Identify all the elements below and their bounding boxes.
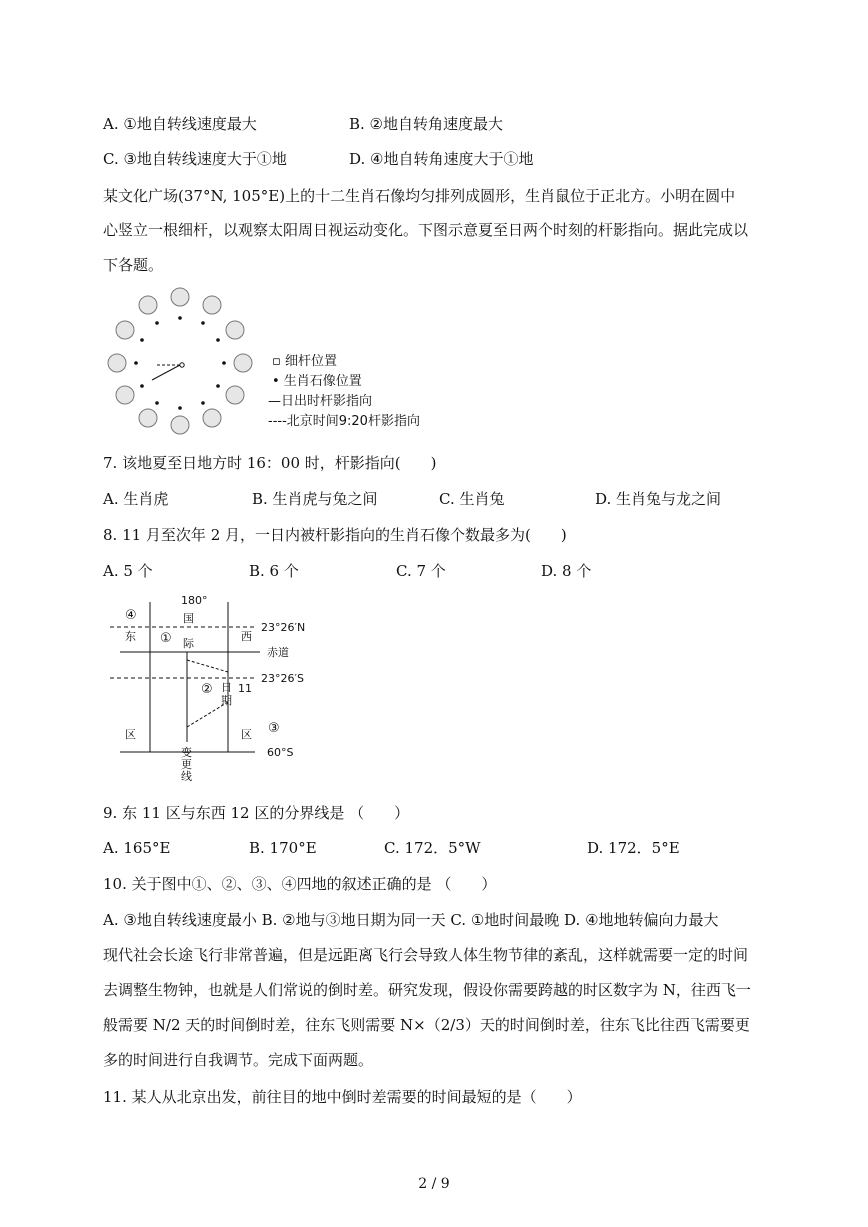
passage1-line-2: 心竖立一根细杆，以观察太阳周日视运动变化。下图示意夏至日两个时刻的杆影指向。据此完成以	[103, 221, 749, 239]
q6-option-b: B. ②地自转角速度最大	[349, 115, 504, 133]
zodiac-animals	[108, 288, 252, 434]
rod-marker	[180, 363, 184, 367]
marker-1: ①	[160, 631, 172, 646]
page-number: 2 / 9	[418, 1176, 450, 1192]
marker-3: ③	[268, 721, 280, 736]
label-guo: 国	[183, 612, 194, 625]
q6-option-d: D. ④地自转角速度大于①地	[349, 150, 534, 168]
q8-option-b: B. 6 个	[249, 562, 299, 580]
label-equator: 赤道	[267, 646, 289, 659]
q7-option-b: B. 生肖虎与兔之间	[252, 490, 378, 508]
q9-option-b: B. 170°E	[249, 839, 317, 857]
q7-option-c: C. 生肖兔	[439, 490, 505, 508]
q7-option-a: A. 生肖虎	[103, 490, 169, 508]
legend-sunrise: —日出时杆影指向	[268, 394, 373, 409]
q7-option-d: D. 生肖兔与龙之间	[595, 490, 722, 508]
legend-statue: • 生肖石像位置	[272, 374, 362, 389]
label-qi: 期	[221, 694, 232, 707]
legend-920: ----北京时间9:20杆影指向	[268, 414, 420, 429]
q10-stem: 10. 关于图中①、②、③、④四地的叙述正确的是 （ ）	[103, 875, 497, 893]
passage2-line-3: 般需要 N/2 天的时间倒时差，往东飞则需要 N×（2/3）天的时间倒时差，往东飞比往西飞需要更	[103, 1016, 750, 1034]
q9-option-a: A. 165°E	[103, 839, 171, 857]
q8-option-a: A. 5 个	[103, 562, 153, 580]
q8-option-c: C. 7 个	[396, 562, 446, 580]
label-lat-n: 23°26′N	[261, 621, 306, 634]
passage2-line-2: 去调整生物钟，也就是人们常说的倒时差。研究发现，假设你需要跨越的时区数字为 N，往西飞一	[103, 981, 751, 999]
q9-option-d: D. 172．5°E	[587, 839, 680, 857]
q6-option-a: A. ①地自转线速度最大	[103, 115, 257, 133]
q8-stem: 8. 11 月至次年 2 月，一日内被杆影指向的生肖石像个数最多为( )	[103, 526, 567, 544]
label-qu-west: 区	[241, 728, 252, 741]
q7-stem: 7. 该地夏至日地方时 16：00 时，杆影指向( )	[103, 454, 437, 472]
label-bian: 变	[181, 746, 192, 759]
sunrise-shadow	[152, 365, 180, 380]
q9-stem: 9. 东 11 区与东西 12 区的分界线是 （ ）	[103, 804, 410, 822]
label-ji: 际	[183, 637, 194, 650]
label-ri: 日	[221, 681, 232, 694]
marker-2: ②	[201, 682, 213, 697]
legend-rod: ▫ 细杆位置	[272, 354, 337, 369]
dateline-map	[105, 592, 345, 784]
label-lat-s: 23°26′S	[261, 672, 304, 685]
label-xi: 西	[241, 630, 252, 643]
label-60s: 60°S	[267, 746, 294, 759]
q9-option-c: C. 172．5°W	[384, 839, 481, 857]
label-xian: 线	[181, 770, 192, 783]
q6-option-c: C. ③地自转线速度大于①地	[103, 150, 287, 168]
statue-dots	[134, 316, 226, 410]
label-geng: 更	[181, 758, 192, 771]
label-qu-east: 区	[125, 728, 136, 741]
passage1-line-3: 下各题。	[103, 256, 164, 274]
passage2-line-1: 现代社会长途飞行非常普遍，但是远距离飞行会导致人体生物节律的紊乱，这样就需要一定的时间	[103, 946, 749, 964]
marker-4: ④	[125, 608, 137, 623]
label-dong: 东	[125, 630, 136, 643]
label-180: 180°	[181, 594, 208, 607]
passage1-line-1: 某文化广场(37°N, 105°E)上的十二生肖石像均匀排列成圆形，生肖鼠位于正北方。小明在圆中	[103, 187, 736, 205]
q11-stem: 11. 某人从北京出发，前往目的地中倒时差需要的时间最短的是（ ）	[103, 1088, 582, 1106]
q8-option-d: D. 8 个	[541, 562, 592, 580]
q10-options: A. ③地自转线速度最小 B. ②地与③地日期为同一天 C. ①地时间最晚 D. ④地地转偏向力最大	[103, 911, 719, 929]
label-11: 11	[238, 682, 252, 695]
passage2-line-4: 多的时间进行自我调节。完成下面两题。	[103, 1051, 374, 1069]
